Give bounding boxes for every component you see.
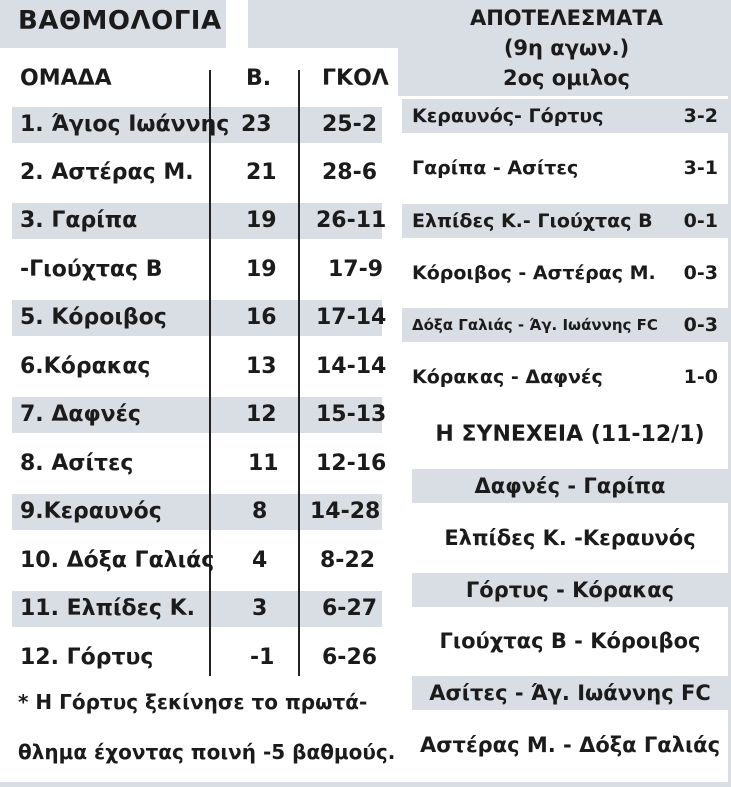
team-goals: 28-6: [322, 160, 378, 185]
fixture-item: Γόρτυς - Κόρακας: [465, 578, 675, 602]
team-name: 8. Ασίτες: [20, 451, 134, 476]
column-separator-2: [298, 70, 300, 676]
fixture-item: Ασίτες - Άγ. Ιωάννης FC: [429, 681, 711, 705]
team-name: 12. Γόρτυς: [20, 645, 154, 670]
team-points: 16: [246, 305, 277, 330]
team-column-header: ΟΜΑΔΑ: [20, 66, 112, 91]
result-score: 0-3: [683, 262, 718, 284]
team-points: 11: [248, 451, 279, 476]
team-points: 4: [252, 548, 268, 573]
column-separator-1: [209, 70, 211, 676]
result-row: [412, 99, 718, 133]
team-name: 1. Άγιος Ιωάννης: [20, 112, 230, 137]
team-name: 10. Δόξα Γαλιάς: [20, 548, 215, 573]
result-match: Γαρίπα - Ασίτες: [412, 157, 579, 179]
team-points: -1: [250, 645, 275, 670]
team-goals: 14-28: [310, 499, 381, 524]
team-goals: 26-11: [316, 208, 387, 233]
footnote-line-2: θλημα έχοντας ποινή -5 βαθμούς.: [18, 740, 396, 764]
team-name: 7. Δαφνές: [20, 402, 141, 427]
team-goals: 12-16: [316, 451, 387, 476]
team-name: 5. Κόροιβος: [20, 305, 167, 330]
standings-title: ΒΑΘΜΟΛΟΓΙΑ: [18, 6, 222, 36]
team-name: 6.Κόρακας: [20, 354, 151, 379]
footnote-line-1: * Η Γόρτυς ξεκίνησε το πρωτά-: [18, 690, 368, 714]
result-score: 3-2: [683, 105, 718, 127]
bottom-border: [0, 782, 731, 787]
next-fixtures-title: Η ΣΥΝΕΧΕΙΑ (11-12/1): [435, 422, 705, 447]
fixture-item: Ελπίδες Κ. -Κεραυνός: [444, 526, 696, 550]
team-goals: 8-22: [320, 548, 376, 573]
team-goals: 17-9: [328, 257, 384, 282]
result-score: 3-1: [683, 157, 718, 179]
results-matchday: (9η αγων.): [503, 36, 630, 60]
team-name: 2. Αστέρας Μ.: [20, 160, 194, 185]
team-points: 8: [252, 499, 268, 524]
result-row: [412, 308, 718, 342]
header-divider: [226, 0, 248, 48]
result-score: 0-3: [683, 314, 718, 336]
team-name: 9.Κεραυνός: [20, 499, 162, 524]
fixture-item: Γιούχτας Β - Κόροιβος: [439, 629, 701, 653]
points-column-header: Β.: [246, 66, 272, 91]
team-goals: 6-26: [322, 645, 378, 670]
results-title: ΑΠΟΤΕΛΕΣΜΑΤΑ: [469, 6, 664, 30]
result-match: Ελπίδες Κ.- Γιούχτας Β: [412, 210, 653, 232]
team-points: 19: [246, 208, 277, 233]
results-group: 2ος ομιλος: [502, 66, 631, 90]
team-name: 11. Ελπίδες Κ.: [20, 596, 196, 621]
result-score: 0-1: [683, 210, 718, 232]
team-goals: 6-27: [322, 596, 378, 621]
team-points: 19: [246, 257, 277, 282]
team-points: 12: [246, 402, 277, 427]
result-match: Κεραυνός- Γόρτυς: [412, 105, 604, 127]
team-points: 23: [241, 112, 272, 137]
result-match: Κόρακας - Δαφνές: [412, 366, 603, 388]
team-goals: 14-14: [316, 354, 387, 379]
result-row: [412, 204, 718, 238]
team-points: 13: [246, 354, 277, 379]
result-score: 1-0: [683, 366, 718, 388]
team-points: 3: [252, 596, 268, 621]
team-name: 3. Γαρίπα: [20, 208, 138, 233]
result-row: [412, 360, 718, 394]
fixture-item: Δαφνές - Γαρίπα: [474, 474, 666, 498]
goals-column-header: ΓΚΟΛ: [322, 66, 389, 91]
team-points: 21: [246, 160, 277, 185]
team-name: -Γιούχτας Β: [20, 257, 163, 282]
fixture-item: Αστέρας Μ. - Δόξα Γαλιάς: [419, 733, 721, 757]
team-goals: 15-13: [316, 402, 387, 427]
result-match: Κόροιβος - Αστέρας Μ.: [412, 262, 656, 284]
result-row: [412, 256, 718, 290]
result-match: Δόξα Γαλιάς - Άγ. Ιωάννης FC: [412, 316, 658, 334]
result-row: [412, 151, 718, 185]
team-goals: 17-14: [316, 305, 387, 330]
team-goals: 25-2: [322, 112, 378, 137]
